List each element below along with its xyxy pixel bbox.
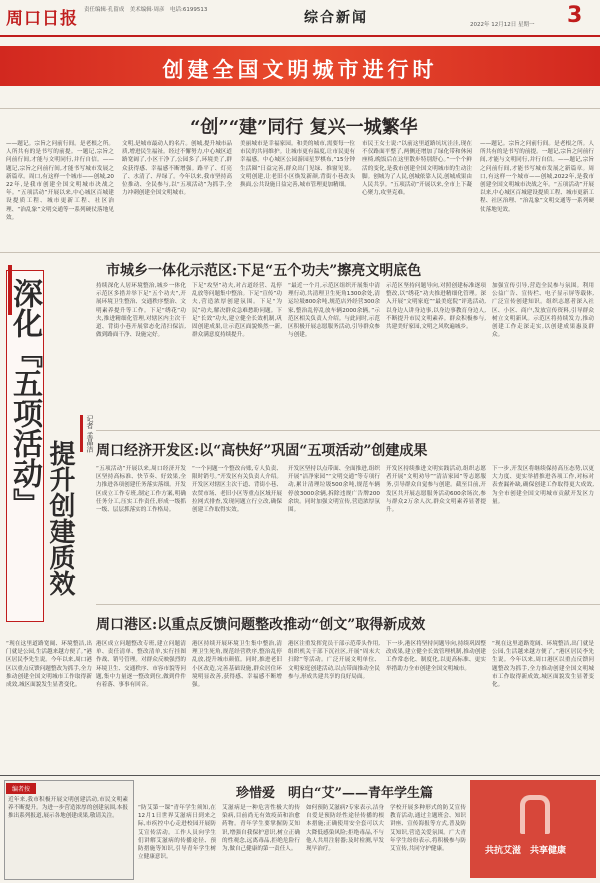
issue-date: 2022年 12月12日 星期一	[470, 22, 535, 28]
article2-title: 市城乡一体化示范区:下足“五个功夫”擦亮文明底色	[106, 263, 422, 279]
article3-col-1: “五项活动”开展以来,周口经济开发区坚持高标准、快节奏、好效果,全力推进各项创建任务落实落细。开发区成立工作专班,制定工作方案,明确任务分工,压实工作责任,形成一级抓一级、层层抓落实的工作格局。	[96, 466, 186, 514]
editor-meta: 责任编辑·孔留成 美术编辑·周彦 电话:6199513	[84, 7, 208, 13]
vertical-title-line2: 提升创建质效	[45, 440, 75, 596]
headline-banner	[0, 46, 600, 86]
article4-col-3: 港区注重发挥党员干部示范带头作用,组织机关干部下沉社区,开展“周末大扫除”等活动。广泛开展文明单位、文明家庭创建活动,以点带面推动全民参与,形成共建共享的良好局面。	[288, 641, 380, 680]
article4-col-4: 下一步,港区将坚持问题导向,持续巩固整改成果,建立健全长效管理机制,推动创建工作常态化、制度化,以更高标准、更实举措助力全市创建全国文明城市。	[386, 641, 486, 672]
article3-col-3: 开发区坚持以点带面、全面推进,组织开展“洁净家园”“文明交通”等专项行动,累计清理垃圾500余吨,规范车辆停放3000余辆,拆除违规广告牌200余块。同时加强文明宣传,营造浓厚氛围。	[288, 466, 380, 514]
article2-col-5: 加强宣传引导,营造全民参与氛围。利用公益广告、宣传栏、电子显示屏等载体,广泛宣传创建知识。组织志愿者深入社区、小区、商户,发放宣传资料,引导群众树立文明新风。示范区将持续发力,推动创建工作走深走实,以创建成果惠及群众。	[492, 283, 594, 339]
article2-col-1: 持续深化人居环境整治,城乡一体化示范区多措并举下足“五个功夫”,开展环境卫生整治、交通秩序整治、文明素养提升等工作。下足“绣花”功夫,推进精细化管理,对辖区内主次干道、背街小巷开展常态化清扫保洁,做到路面干净、设施完好。	[96, 283, 186, 339]
divider	[96, 430, 600, 431]
bottom-col-2: 艾滋病是一种危害性极大的传染病,目前尚无有效疫苗和治愈药物。青年学生要掌握防艾知识,增强自我保护意识,树立正确的性观念,远离毒品,拒绝危险行为,做自己健康的第一责任人。	[222, 805, 300, 853]
header-bar	[0, 0, 600, 34]
divider	[0, 108, 600, 109]
divider	[96, 604, 600, 605]
page-number: 3	[567, 3, 583, 28]
section-title: 综合新闻	[304, 10, 368, 26]
editor-note-label: 编者按	[6, 783, 36, 794]
article4-col-5: “现在这里道路宽阔、环境整洁,出门就是公园,生活越来越方便了。”港区居民李先生说。今年以来,周口港区以重点反馈问题整改为抓手,全力推动创建全国文明城市工作取得新成效,城区面貌发生显著变化。	[492, 641, 594, 689]
top-col-1: ——题记。宗旨之问前行间。是老根之所。人所共有的是书写的前提。一题记,宗旨之问前行间,才能与文明同行,并行自信。——题记,宗旨之问前行间,才能书写城市发展之新篇章。周口,有这样一个城市——创城,2022年,是我市创建全国文明城市决战之年。“五项活动”开展以来,中心城区百城建设提质工程、城市更新工程、社区治理、“治乱象”文明交通等一系列硬仗落地见效。	[6, 141, 114, 221]
author-byline: 记者 孟晶洁	[80, 415, 95, 452]
article4-col-2: 港区持续开展环境卫生集中整治,清理卫生死角,规范经营秩序,整治乱停乱放,提升城市颜值。同时,推进老旧小区改造,完善基础设施,群众居住环境明显改善,获得感、幸福感不断增强。	[192, 641, 282, 689]
top-col-5: ——题记。宗旨之问前行间。是老根之所。人所共有的是书写的前提。一题记,宗旨之问前行间,才能与文明同行,并行自信。——题记,宗旨之问前行间,才能书写城市发展之新篇章。周口,有这样一个城市——创城,2022年,是我市创建全国文明城市决战之年。“五项活动”开展以来,中心城区百城建设提质工程、城市更新工程、社区治理、“治乱象”文明交通等一系列硬仗落地见效。	[480, 141, 594, 213]
article4-col-0: “现在这里道路宽阔、环境整洁,出门就是公园,生活越来越方便了。”港区居民李先生说。今年以来,周口港区以重点反馈问题整改为抓手,全力推动创建全国文明城市工作取得新成效,城区面貌发生显著变化。	[6, 641, 92, 689]
top-article-title: “创”“建”同行 复兴一城繁华	[190, 117, 418, 138]
article4-title: 周口港区:以重点反馈问题整改推动“创文”取得新成效	[96, 617, 426, 633]
banner-title: 创建全国文明城市进行时	[162, 58, 438, 82]
article3-title: 周口经济开发区:以“高快好”巩固“五项活动”创建成果	[96, 443, 428, 459]
top-col-2: 文明,是城市最动人的名片。创城,提升城市品质,增进民生福祉。经过不懈努力,中心城区道路宽阔了,小区干净了,公园多了,环境美了,群众获得感、幸福感不断增强。路平了、灯亮了、水清了、岸绿了。今年以来,我市坚持高位推动、全民参与,以“五项活动”为抓手,全力冲刺创建全国文明城市。	[122, 141, 232, 197]
top-col-3: 美丽城市是幸福家园。和美的城市,需要每一位市民的共同维护。让城市更有温度,让市民更有幸福感。中心城区公园游园星罗棋布,“15分钟生活圈”日益完善,群众出门见绿、推窗见景。文明创建,让老旧小区焕发新颜,背街小巷改头换面,公共设施日益完善,城市管理更加精细。	[240, 141, 355, 189]
ad-slogan: 共抗艾滋 共享健康	[485, 846, 567, 856]
article3-col-5: 下一步,开发区将继续保持高压态势,以更大力度、更实举措推进各项工作,对标对表查漏补缺,确保创建工作取得更大成效,为全市创建全国文明城市贡献开发区力量。	[492, 466, 594, 505]
article2-col-4: 示范区坚持问题导向,对照创建标准逐项整改,以“绣花”功夫推进精细化管理。深入开展“文明家庭”“最美庭院”评选活动,以身边人讲身边事,以身边事教育身边人,不断提升市民文明素养。群众积极参与,共建美好家园,文明之风吹遍城乡。	[386, 283, 486, 331]
newspaper-logo: 周口日报	[6, 9, 78, 29]
divider	[0, 775, 600, 776]
article2-col-3: “最近一个月,示范区组织开展集中清理行动,共清理卫生死角1300余处,清运垃圾800余吨,规范店外经营300余家,整治乱停乱放车辆2000余辆。”示范区相关负责人介绍。与此同时,示范区积极开展志愿服务活动,引导群众参与创建。	[288, 283, 380, 339]
article2-col-2: 下足“攻坚”功夫,对占道经营、乱停乱放等问题集中整治。下足“宣传”功夫,营造浓厚创建氛围。下足“为民”功夫,解决群众急难愁盼问题。下足“长效”功夫,建立健全长效机制,巩固创建成果,让示范区面貌焕然一新,群众满意度持续提升。	[192, 283, 282, 339]
editor-note-text: 近年来,我市积极开展文明创建活动,市民文明素养不断提升。为进一步营造浓厚的创建氛围,本报推出系列报道,展示各地创建成果,敬请关注。	[8, 797, 128, 820]
article3-col-2: “一个问题一个整改台账,专人负责、限时销号。”开发区有关负责人介绍。开发区对辖区主次干道、背街小巷、农贸市场、老旧小区等重点区域开展拉网式排查,发现问题立行立改,确保创建工作取得实效。	[192, 466, 282, 514]
bottom-article-title: 珍惜爱 明白“艾”——青年学生篇	[236, 786, 433, 801]
divider	[0, 252, 600, 253]
red-ribbon-icon	[520, 795, 550, 834]
article3-col-4: 开发区持续推进文明实践活动,组织志愿者开展“文明劝导”“清洁家园”等志愿服务,引导群众自觉参与创建。截至目前,开发区共开展志愿服务活动600余场次,参与群众2万余人次,群众文明素养显著提升。	[386, 466, 486, 514]
vertical-title-line1: 深化『五项活动』	[7, 278, 42, 518]
bottom-col-3: 如何预防艾滋病?专家表示,洁身自爱是预防经性途径传播的根本措施;正确使用安全套可以大大降低感染风险;拒绝毒品,不与他人共用注射器;及时检测,早发现早治疗。	[306, 805, 384, 853]
article4-col-1: 港区成立问题整改专班,建立问题清单、责任清单、整改清单,实行挂图作战、销号管理。对群众反映强烈的环境卫生、交通秩序、市容市貌等问题,集中力量逐一整改到位,做到件件有着落、事事有回音。	[96, 641, 186, 689]
bottom-col-4: 学校开展多种形式的防艾宣传教育活动,通过主题班会、知识讲座、宣传海报等方式,普及防艾知识,营造关爱氛围。广大青年学生纷纷表示,将积极参与防艾宣传,共同守护健康。	[390, 805, 466, 853]
header-divider	[0, 35, 600, 37]
top-col-4: 市民王女士说:“以前这里道路坑坑洼洼,现在不仅路面平整了,两侧还增加了绿化带和休闲座椅,晚饭后在这里散步特别舒心。”一个个鲜活的变化,是我市创建全国文明城市的生动注脚。创城为了人民,创城依靠人民,创城成果由人民共享。“五项活动”开展以来,全市上下凝心聚力,攻坚克难。	[362, 141, 472, 197]
bottom-col-1: “防艾第一课”青年学生须知,在12月1日世界艾滋病日到来之际,市疾控中心走进校园开展防艾宣传活动。工作人员向学生们讲解艾滋病的传播途径、预防措施等知识,引导青年学生树立健康意识。	[138, 805, 216, 861]
